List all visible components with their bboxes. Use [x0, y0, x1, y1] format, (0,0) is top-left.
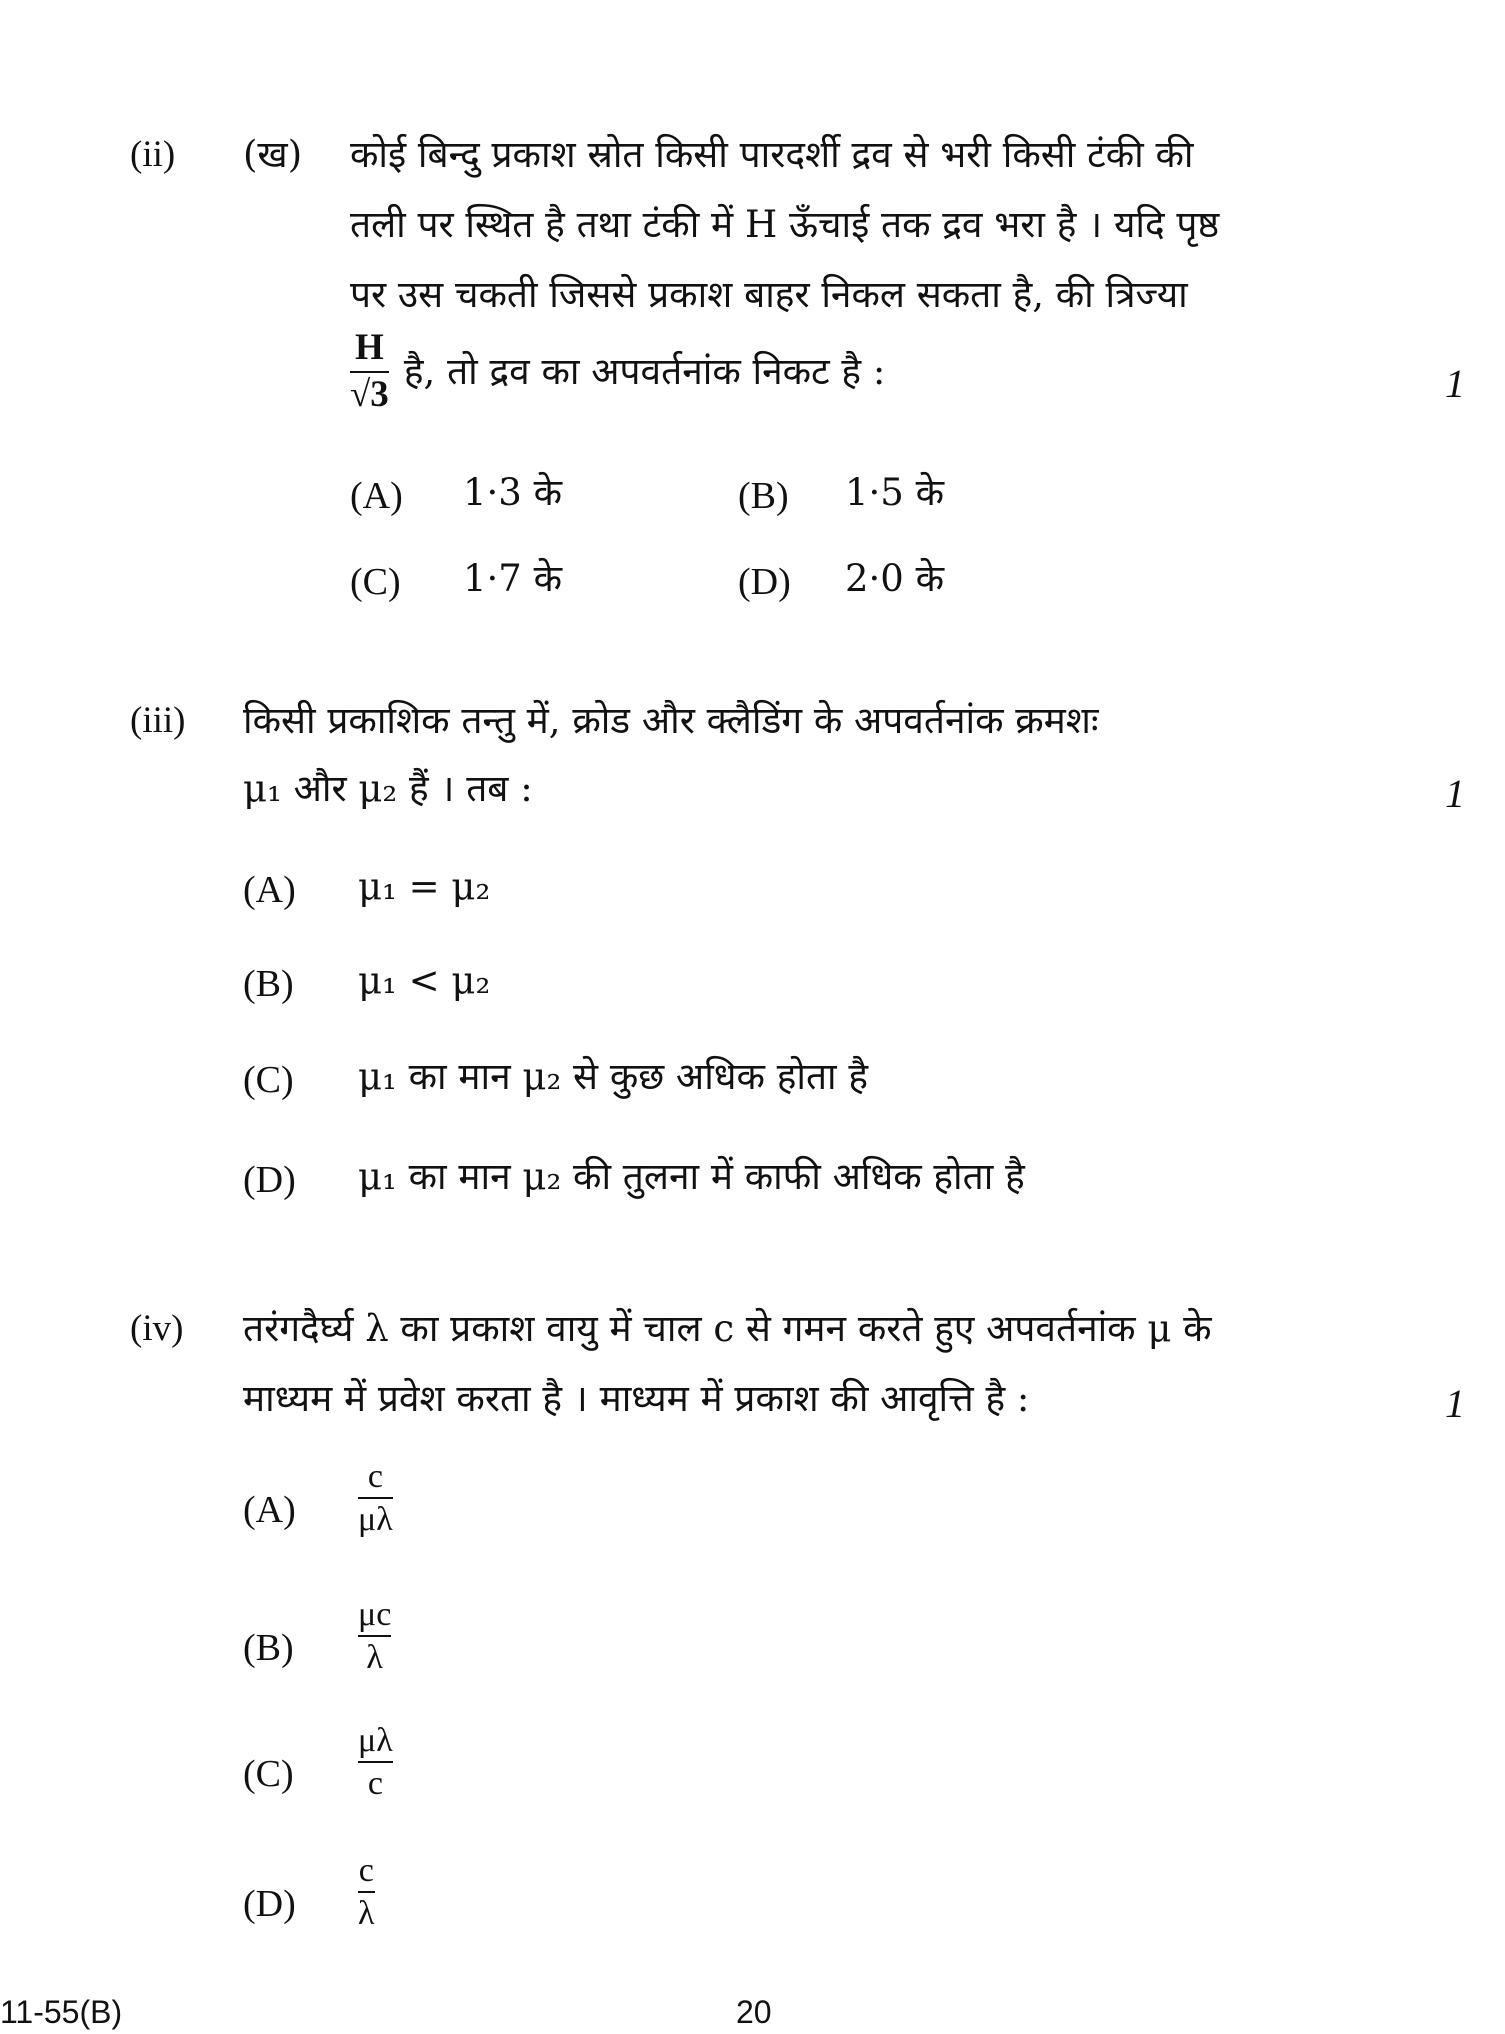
option-b-numerator: μc — [358, 1596, 392, 1633]
option-a-numerator: c — [367, 1458, 383, 1495]
question-ii-text-line-3: पर उस चकती जिससे प्रकाश बाहर निकल सकता है, की त्रिज्या — [350, 273, 1188, 316]
question-iv-option-a-label: (A) — [243, 1489, 296, 1531]
option-a-bar — [358, 1497, 393, 1499]
question-ii-marks: 1 — [1445, 361, 1465, 406]
question-iv-option-b-fraction — [358, 1596, 391, 1677]
question-ii-fraction-row — [350, 328, 885, 415]
option-d-numerator: c — [358, 1852, 374, 1889]
question-iii-option-b-text: μ₁ < μ₂ — [358, 959, 491, 1002]
question-iv-marks: 1 — [1445, 1381, 1465, 1426]
question-iii-marks: 1 — [1445, 771, 1465, 816]
question-iv-option-d-label: (D) — [243, 1883, 296, 1925]
radius-fraction — [350, 328, 389, 415]
question-iii-text-line-2: μ₁ और μ₂ हैं । तब : — [243, 767, 533, 810]
question-ii-option-d-label: (D) — [738, 561, 791, 603]
question-ii-option-b-text: 1·5 के — [845, 471, 945, 514]
question-iii-option-a-label: (A) — [243, 869, 296, 911]
radius-fraction-denominator: √3 — [350, 373, 389, 415]
question-ii-text-line-1: कोई बिन्दु प्रकाश स्रोत किसी पारदर्शी द्रव से भरी किसी टंकी की — [350, 133, 1194, 176]
question-iv-option-c-label: (C) — [243, 1753, 294, 1795]
question-iii-option-b-label: (B) — [243, 963, 294, 1005]
question-ii-option-c-label: (C) — [350, 561, 401, 603]
question-iii-option-c-label: (C) — [243, 1059, 294, 1101]
question-iv-option-a-fraction — [358, 1458, 393, 1539]
question-ii-sub-label: (ख) — [243, 133, 303, 176]
question-iv-number: (iv) — [130, 1308, 184, 1349]
question-iv-text-line-1: तरंगदैर्घ्य λ का प्रकाश वायु में चाल c से गमन करते हुए अपवर्तनांक μ के — [243, 1307, 1212, 1350]
question-iii-number: (iii) — [130, 700, 186, 741]
question-iii-text-line-1: किसी प्रकाशिक तन्तु में, क्रोड और क्लैडिंग के अपवर्तनांक क्रमशः — [243, 699, 1099, 742]
question-iii-option-a-text: μ₁ = μ₂ — [358, 865, 491, 908]
question-ii-text-line-2: तली पर स्थित है तथा टंकी में H ऊँचाई तक द्रव भरा है । यदि पृष्ठ — [350, 203, 1220, 246]
question-iv-text-line-2: माध्यम में प्रवेश करता है । माध्यम में प्रकाश की आवृत्ति है : — [243, 1377, 1030, 1420]
option-c-denominator: c — [367, 1765, 383, 1803]
question-ii-number: (ii) — [130, 134, 176, 175]
option-b-denominator: λ — [366, 1639, 383, 1677]
question-ii-text-line-4: है, तो द्रव का अपवर्तनांक निकट है : — [403, 350, 886, 394]
question-ii-option-d-text: 2·0 के — [845, 557, 945, 600]
option-d-bar — [358, 1891, 375, 1893]
question-iv-option-b-label: (B) — [243, 1627, 294, 1669]
radius-fraction-numerator: H — [355, 327, 384, 368]
question-iii-option-c-text: μ₁ का मान μ₂ से कुछ अधिक होता है — [358, 1055, 869, 1098]
question-iii-option-d-text: μ₁ का मान μ₂ की तुलना में काफी अधिक होता है — [358, 1155, 1025, 1198]
paper-code: 11-55(B) — [0, 1994, 123, 2030]
question-iv-option-c-fraction — [358, 1722, 393, 1803]
option-d-denominator: λ — [358, 1895, 375, 1933]
question-iv-option-d-fraction — [358, 1852, 375, 1933]
radius-fraction-bar — [350, 371, 389, 373]
question-ii-option-a-text: 1·3 के — [463, 471, 563, 514]
option-b-bar — [358, 1635, 391, 1637]
question-iii-option-d-label: (D) — [243, 1159, 296, 1201]
question-ii-option-c-text: 1·7 के — [463, 557, 563, 600]
question-ii-option-a-label: (A) — [350, 475, 403, 517]
option-a-denominator: μλ — [358, 1501, 393, 1539]
page-number: 20 — [736, 1994, 772, 2030]
question-ii-option-b-label: (B) — [738, 475, 789, 517]
option-c-numerator: μλ — [358, 1722, 393, 1759]
option-c-bar — [358, 1761, 393, 1763]
